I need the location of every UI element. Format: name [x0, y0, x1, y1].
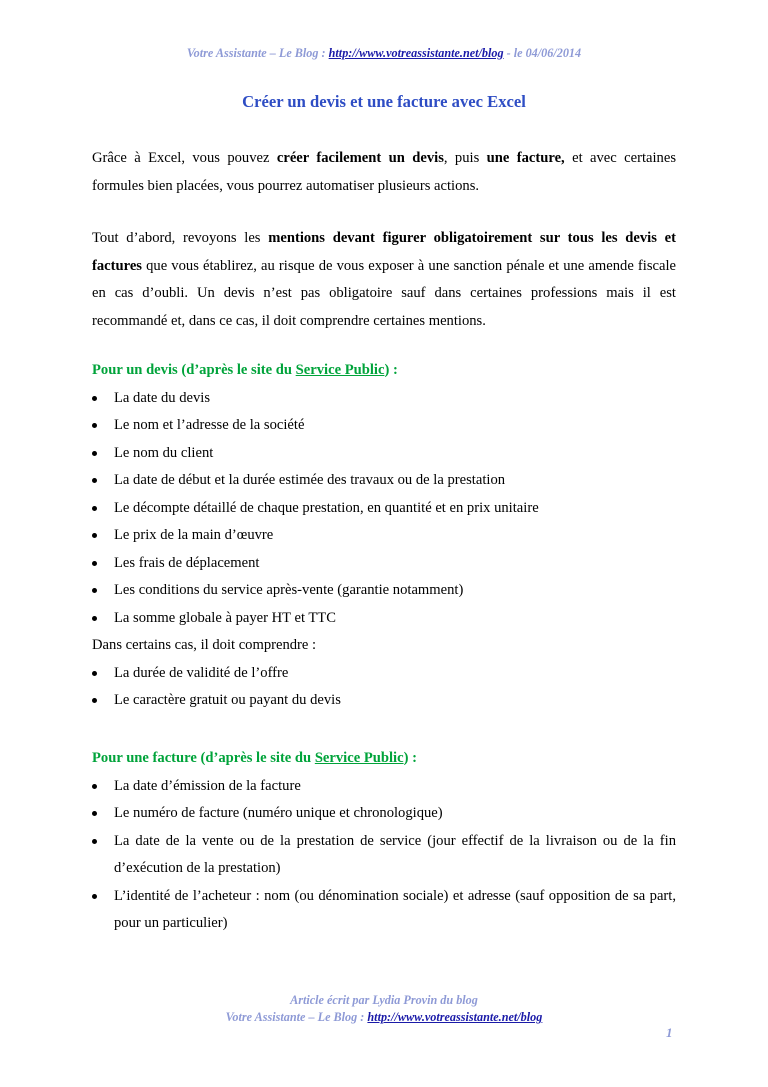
intro-bold-facture: une facture,	[486, 150, 565, 166]
list-item: Le nom et l’adresse de la société	[92, 412, 676, 440]
list-item: Le décompte détaillé de chaque prestation, en quantité et en prix unitaire	[92, 495, 676, 523]
bullet-icon	[92, 811, 97, 816]
bullet-icon	[92, 616, 97, 621]
page-title: Créer un devis et une facture avec Excel	[242, 92, 526, 111]
bullet-icon	[92, 588, 97, 593]
list-item: La date de la vente ou de la prestation de service (jour effectif de la livraison ou de la fin d’exécution de la prestation)	[92, 828, 676, 883]
header-blog-link[interactable]: http://www.votreassistante.net/blog	[328, 46, 504, 60]
page-footer	[0, 992, 768, 1026]
mentions-bold: mentions devant figurer obligatoirement sur tous les devis et factures	[92, 230, 676, 274]
devis-extra-list	[92, 660, 676, 715]
list-item: La date de début et la durée estimée des travaux ou de la prestation	[92, 467, 676, 495]
bullet-icon	[92, 698, 97, 703]
bullet-icon	[92, 561, 97, 566]
mentions-paragraph: Tout d’abord, revoyons les mentions devant figurer obligatoirement sur tous les devis et factures que vous établirez, au risque de vous exposer à une sanction pénale et une amende fiscale en cas d’oubli. Un devis n’est pas obligatoire sauf dans certaines professions mais il est recommandé et, dans ce cas, il doit comprendre certaines mentions.	[92, 230, 676, 329]
bullet-icon	[92, 423, 97, 428]
devis-list	[92, 385, 676, 633]
page-number: 1	[666, 1025, 673, 1040]
header-blog-name: Votre Assistante – Le Blog :	[186, 46, 329, 60]
list-item: Les conditions du service après-vente (garantie notamment)	[92, 577, 676, 605]
devis-service-public-link[interactable]: Service Public	[295, 362, 385, 378]
page-header	[0, 46, 768, 61]
list-item: Le caractère gratuit ou payant du devis	[92, 687, 676, 715]
devis-extra-intro: Dans certains cas, il doit comprendre :	[92, 637, 317, 653]
facture-list	[92, 773, 676, 938]
list-item: Le nom du client	[92, 440, 676, 468]
footer-author: Article écrit par Lydia Provin du blog	[290, 993, 478, 1007]
intro-paragraph: Grâce à Excel, vous pouvez créer facilement un devis, puis une facture, et avec certaines formules bien placées, vous pourrez automatiser plusieurs actions.	[92, 150, 677, 194]
devis-section	[92, 357, 676, 715]
bullet-icon	[92, 478, 97, 483]
header-date: - le 04/06/2014	[503, 46, 582, 60]
bullet-icon	[92, 533, 97, 538]
list-item: Le numéro de facture (numéro unique et chronologique)	[92, 800, 676, 828]
footer-blog-name: Votre Assistante – Le Blog :	[225, 1010, 368, 1024]
footer-blog-link[interactable]: http://www.votreassistante.net/blog	[367, 1010, 543, 1024]
intro-bold-devis: créer facilement un devis	[276, 150, 444, 166]
bullet-icon	[92, 839, 97, 844]
list-item: La somme globale à payer HT et TTC	[92, 605, 676, 633]
bullet-icon	[92, 506, 97, 511]
list-item: L’identité de l’acheteur : nom (ou dénomination sociale) et adresse (sauf opposition de sa part, pour un particulier)	[92, 883, 676, 938]
bullet-icon	[92, 671, 97, 676]
facture-heading: Pour une facture (d’après le site du Service Public) :	[92, 750, 417, 766]
devis-heading: Pour un devis (d’après le site du Service Public) :	[92, 362, 398, 378]
facture-service-public-link[interactable]: Service Public	[314, 750, 404, 766]
bullet-icon	[92, 894, 97, 899]
bullet-icon	[92, 396, 97, 401]
bullet-icon	[92, 451, 97, 456]
facture-section	[92, 745, 676, 938]
list-item: La durée de validité de l’offre	[92, 660, 676, 688]
bullet-icon	[92, 784, 97, 789]
list-item: La date du devis	[92, 385, 676, 413]
list-item: La date d’émission de la facture	[92, 773, 676, 801]
list-item: Le prix de la main d’œuvre	[92, 522, 676, 550]
list-item: Les frais de déplacement	[92, 550, 676, 578]
